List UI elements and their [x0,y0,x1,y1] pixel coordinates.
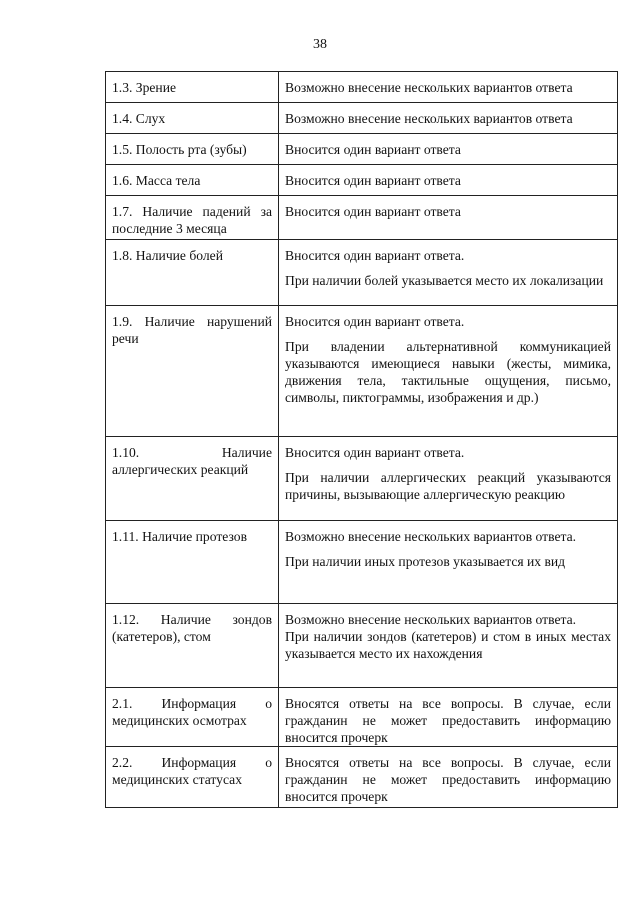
row-label: 1.3. Зрение [106,72,279,103]
row-description [279,72,618,103]
row-label: 1.7. Наличие падений за последние 3 месяца [106,196,279,240]
table-body [106,72,618,808]
table-row [106,604,618,688]
table-row [106,747,618,808]
table-row [106,240,618,306]
description-paragraph: При владении альтернативной коммуникацией указываются имеющиеся навыки (жесты, мимика, движения тела, тактильные ощущения, письмо, символы, пиктограммы, изображения и др.) [285,339,611,405]
row-description [279,196,618,240]
row-description [279,306,618,437]
description-paragraph: Вносится один вариант ответа. [285,314,465,329]
description-paragraph: При наличии аллергических реакций указываются причины, вызывающие аллергическую реакцию [285,470,611,502]
description-paragraph: Вносятся ответы на все вопросы. В случае, если гражданин не может предоставить информацию вносится прочерк [285,696,611,745]
row-label: 1.10. Наличие аллергических реакций [106,437,279,521]
description-paragraph: При наличии иных протезов указывается их вид [285,554,566,569]
row-description [279,165,618,196]
description-paragraph: Вносятся ответы на все вопросы. В случае, если гражданин не может предоставить информацию вносится прочерк [285,755,611,804]
table-row [106,306,618,437]
description-paragraph: Вносится один вариант ответа [285,204,461,219]
table-row [106,72,618,103]
table-row [106,521,618,604]
description-paragraph: Возможно внесение нескольких вариантов ответа [285,80,573,95]
row-description [279,521,618,604]
row-description [279,134,618,165]
description-paragraph: При наличии зондов (катетеров) и стом в иных местах указывается место их нахождения [285,629,611,661]
row-description [279,604,618,688]
table-row [106,134,618,165]
row-description [279,747,618,808]
row-label: 1.11. Наличие протезов [106,521,279,604]
description-paragraph: Вносится один вариант ответа [285,142,461,157]
table-row [106,165,618,196]
row-description [279,688,618,747]
page-number: 38 [313,37,327,52]
description-paragraph: Вносится один вариант ответа [285,173,461,188]
row-label: 2.1. Информация о медицинских осмотрах [106,688,279,747]
row-label: 1.8. Наличие болей [106,240,279,306]
row-description [279,240,618,306]
table-row [106,103,618,134]
description-paragraph: Возможно внесение нескольких вариантов ответа. [285,612,577,627]
description-paragraph: Возможно внесение нескольких вариантов ответа [285,111,573,126]
description-paragraph: Возможно внесение нескольких вариантов ответа. [285,529,577,544]
row-label: 2.2. Информация о медицинских статусах [106,747,279,808]
instructions-table [105,71,618,808]
row-description [279,103,618,134]
row-label: 1.12. Наличие зондов (катетеров), стом [106,604,279,688]
description-paragraph: Вносится один вариант ответа. [285,248,465,263]
table-row [106,196,618,240]
row-label: 1.6. Масса тела [106,165,279,196]
row-label: 1.4. Слух [106,103,279,134]
description-paragraph: Вносится один вариант ответа. [285,445,465,460]
row-label: 1.5. Полость рта (зубы) [106,134,279,165]
table-row [106,437,618,521]
table-row [106,688,618,747]
row-label: 1.9. Наличие нарушений речи [106,306,279,437]
description-paragraph: При наличии болей указывается место их локализации [285,273,604,288]
row-description [279,437,618,521]
